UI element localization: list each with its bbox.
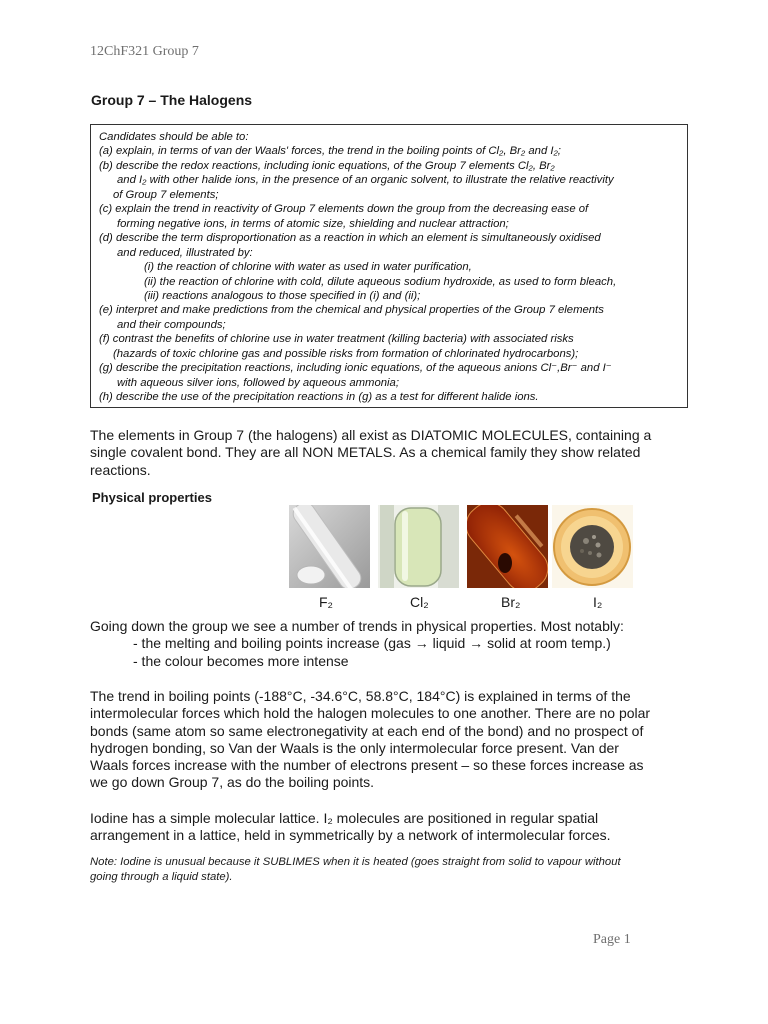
bp-line-4: hydrogen bonding, so Van der Waals is the only intermolecular force present. Van der [90,739,619,756]
objective-e-line1: (e) interpret and make predictions from the chemical and physical properties of the Group 7 elements [99,304,604,317]
intro-line-2: single covalent bond. They are all NON METALS. As a chemical family they show related [90,444,641,461]
bromine-tube-photo [467,505,548,588]
bp-line-6: we go down Group 7, as do the boiling points. [90,774,375,791]
fluorine-tube-photo [289,505,370,588]
note-line-1: Note: Iodine is unusual because it SUBLIMES when it is heated (goes straight from solid to vapour without [90,856,621,868]
trends-bullet-2: - the colour becomes more intense [133,652,349,669]
bp-line-3: bonds (same atom so same electronegativity at each end of the bond) and no prospect of [90,722,644,739]
intro-paragraph [90,427,651,479]
iodine-dish-photo [552,505,633,588]
objective-g-line1: (g) describe the precipitation reactions, including ionic equations, of the aqueous anions Cl⁻,Br⁻ and I⁻ [99,362,612,375]
objective-b-line2: and I₂ with other halide ions, in the presence of an organic solvent, to illustrate the relative reactivity [117,174,614,187]
trends-line-1: Going down the group we see a number of trends in physical properties. Most notably: [90,618,624,634]
chlorine-tube-photo [378,505,459,588]
objective-b-line1: (b) describe the redox reactions, including ionic equations, of the Group 7 elements Cl₂, Br₂ [99,159,555,172]
iodine-paragraph [90,810,611,845]
intro-line-3: reactions. [90,461,151,478]
objective-d-i: (i) the reaction of chlorine with water as used in water purification, [144,261,472,274]
objective-h: (h) describe the use of the precipitation reactions in (g) as a test for different halide ions. [99,391,539,404]
objective-c-line1: (c) explain the trend in reactivity of Group 7 elements down the group from the decreasing ease of [99,203,589,216]
iodine-line-2: arrangement in a lattice, held in symmetrically by a network of intermolecular forces. [90,827,611,844]
trends-paragraph [90,618,624,670]
objective-a: (a) explain, in terms of van der Waals' forces, the trend in the boiling points of Cl₂, Br₂ and I₂; [99,145,561,158]
bp-line-5: Waals forces increase with the number of electrons present – so these forces increase as [90,757,644,774]
caption-i2: I₂ [593,594,603,610]
bp-line-2: intermolecular forces which hold the halogen molecules to one another. There are no polar [90,705,651,722]
objective-d-line1: (d) describe the term disproportionation as a reaction in which an element is simultaneously oxidised [99,232,601,245]
objective-b-line3: of Group 7 elements; [113,188,219,201]
sublimation-note [90,855,621,886]
objective-e-line2: and their compounds; [117,318,226,331]
objective-d-iii: (iii) reactions analogous to those specified in (i) and (ii); [144,289,421,302]
objective-f-line2: (hazards of toxic chlorine gas and possible risks from formation of chlorinated hydrocarbons); [113,347,579,360]
objectives-intro: Candidates should be able to: [99,131,249,143]
caption-br2: Br₂ [501,594,521,610]
page-number: Page 1 [593,932,631,947]
page-header: 12ChF321 Group 7 [90,44,199,59]
objective-c-line2: forming negative ions, in terms of atomic size, shielding and nuclear attraction; [117,217,509,230]
objective-f-line1: (f) contrast the benefits of chlorine use in water treatment (killing bacteria) with associated risks [99,333,574,346]
boiling-points-paragraph [90,688,650,792]
objective-d-ii: (ii) the reaction of chlorine with cold, dilute aqueous sodium hydroxide, as used to form bleach, [144,275,617,288]
iodine-line-1: Iodine has a simple molecular lattice. I₂ molecules are positioned in regular spatial [90,810,599,826]
note-line-2: going through a liquid state). [90,871,233,884]
objective-g-line2: with aqueous silver ions, followed by aqueous ammonia; [117,376,399,389]
trends-bullet-1: - the melting and boiling points increase (gas → liquid → solid at room temp.) [133,635,611,652]
caption-cl2: Cl₂ [410,594,429,610]
bp-line-1: The trend in boiling points (-188°C, -34.6°C, 58.8°C, 184°C) is explained in terms of the [90,688,631,704]
physical-properties-heading: Physical properties [92,490,212,505]
intro-line-1: The elements in Group 7 (the halogens) all exist as DIATOMIC MOLECULES, containing a [90,427,652,443]
objective-d-line2: and reduced, illustrated by: [117,246,253,259]
objectives-box [90,124,688,408]
caption-f2: F₂ [319,594,333,610]
page-title: Group 7 – The Halogens [91,92,253,108]
